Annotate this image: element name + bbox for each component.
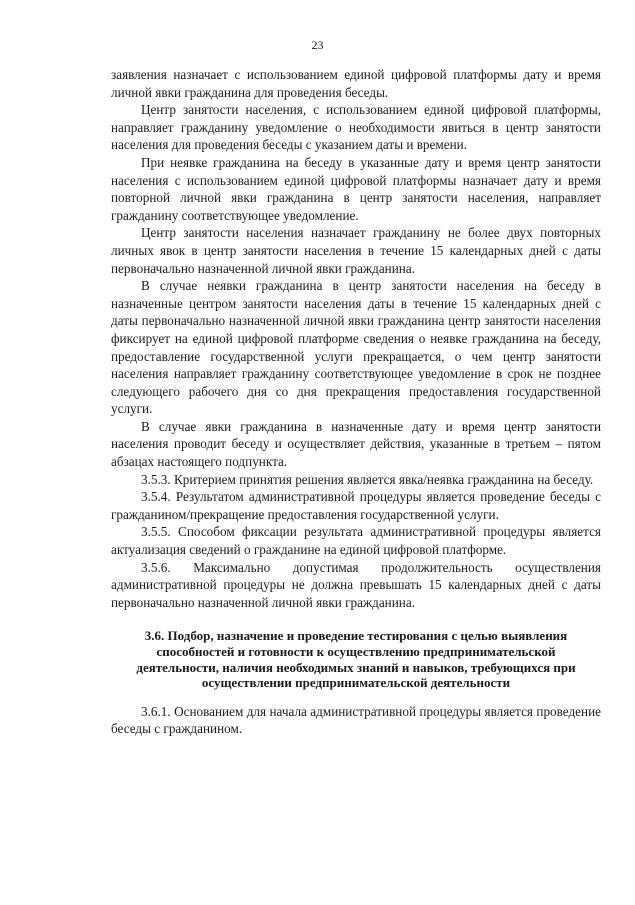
paragraph-3-5-6: 3.5.6. Максимально допустимая продолжительность осуществления административной процедуры не должна превышать 15 календарных дней с даты первоначально назначенной личной явки гражданина. (111, 559, 601, 610)
paragraph-continuation: заявления назначает с использованием единой цифровой платформы дату и время личной явки гражданина для проведения беседы. (111, 67, 601, 100)
section-heading-3-6: 3.6. Подбор, назначение и проведение тестирования с целью выявления способностей и готовности к осуществлению предпринимательской деятельности, наличия необходимых знаний и навыков, требующихся при осуществлении предпринимательской деятельности (136, 628, 576, 691)
paragraph: В случае явки гражданина в назначенные дату и время центр занятости населения проводит беседу и осуществляет действия, указанные в третьем – пятом абзацах настоящего подпункта. (111, 418, 601, 470)
paragraph: В случае неявки гражданина в центр занятости населения на беседу в назначенные центром занятости населения даты в течение 15 календарных дней с даты первоначально назначенной личной явки гражданина центр занятости населения фиксирует на единой цифровой платформе сведения о неявке гражданина на беседу, предоставление государственной услуги прекращается, о чем центр занятости населения направляет гражданину соответствующее уведомление в срок не позднее следующего рабочего дня со дня прекращения предоставления государственной услуги. (111, 278, 601, 417)
paragraph-3-5-4: 3.5.4. Результатом административной процедуры является проведение беседы с гражданином/прекращение предоставления государственной услуги. (111, 489, 601, 522)
paragraph-3-5-5: 3.5.5. Способом фиксации результата административной процедуры является актуализация сведений о гражданине на единой цифровой платформе. (111, 524, 601, 558)
paragraph: При неявке гражданина на беседу в указанные дату и время центр занятости населения с использованием единой цифровой платформы назначает дату и время повторной личной явки гражданина в центр занятости населения, направляет гражданину соответствующее уведомление. (111, 154, 601, 223)
document-body (111, 66, 601, 738)
paragraph: Центр занятости населения, с использованием единой цифровой платформы, направляет гражданину уведомление о необходимости явиться в центр занятости населения для проведения беседы с указанием даты и времени. (111, 102, 601, 153)
paragraph-3-5-3: 3.5.3. Критерием принятия решения является явка/неявка гражданина на беседу. (141, 471, 594, 487)
page-number: 23 (311, 38, 324, 52)
paragraph: Центр занятости населения назначает гражданину не более двух повторных личных явок в центр занятости населения в течение 15 календарных дней с даты первоначально назначенной личной явки гражданина. (111, 225, 601, 276)
paragraph-3-6-1: 3.6.1. Основанием для начала административной процедуры является проведение беседы с гражданином. (111, 703, 601, 737)
